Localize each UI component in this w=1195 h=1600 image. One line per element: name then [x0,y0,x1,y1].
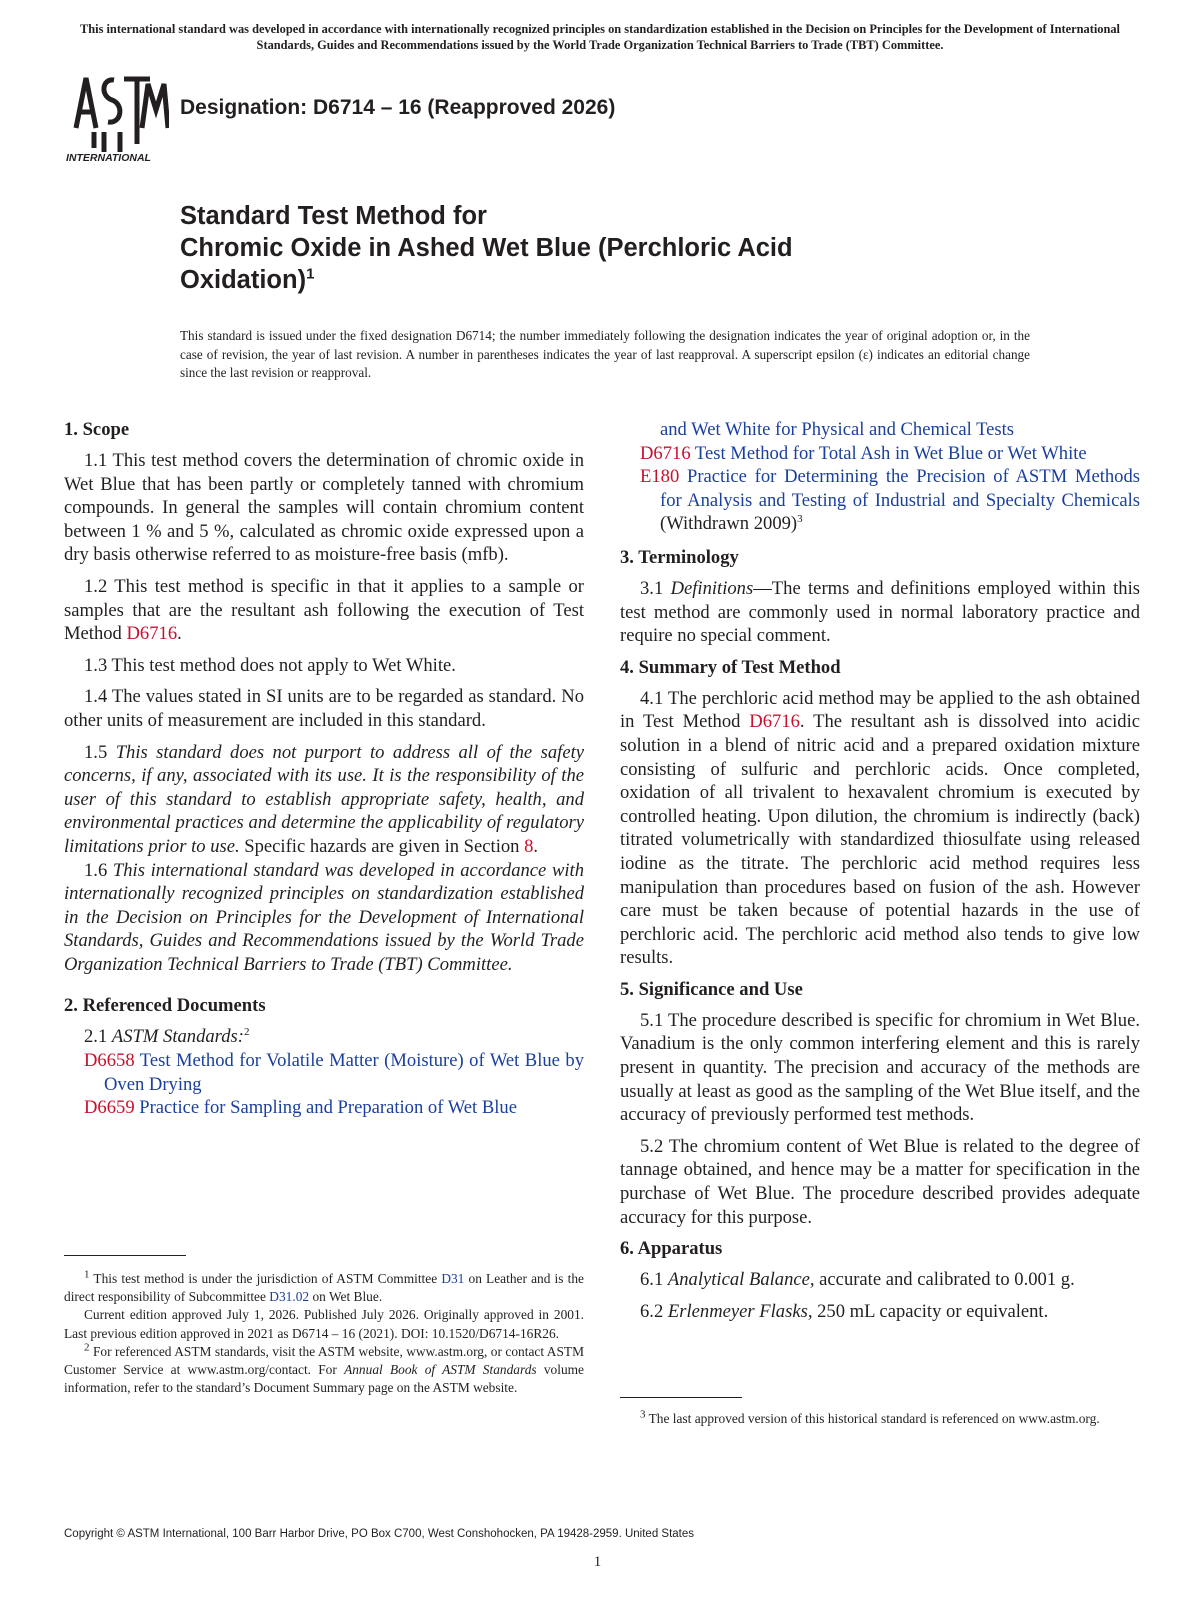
footnote-2: $^2$ For referenced ASTM standards, visit the ASTM website, www.astm.org, or contact ASTM Customer Service at www.astm.org/contact. For Annual Book of ASTM Standards volume information, refer to the standard’s Document Summary page on the ASTM website. [64,1341,584,1396]
link-section-8[interactable]: 8 [524,835,534,857]
title-line-3: Oxidation) [180,266,307,294]
reference-e180[interactable]: E180 Practice for Determining the Precision of ASTM Methods for Analysis and Testing of Industrial and Specialty Chemicals (Withdrawn 2009)$^3$ [640,466,1140,535]
reference-d6659[interactable]: D6659 Practice for Sampling and Preparation of Wet Blue [84,1097,517,1119]
link-d31-02[interactable]: D31.02 [269,1289,310,1305]
title-footnote-mark: 1 [306,265,315,283]
footnote-1-edition: Current edition approved July 1, 2026. Published July 2026. Originally approved in 2001. Last previous edition approved in 2021 as D6714 – 16 (2021). DOI: 10.1520/D6714-16R26. [64,1307,584,1341]
para-6-1: 6.1 Analytical Balance, accurate and calibrated to 0.001 g. [640,1269,1075,1291]
section-2-heading: 2. Referenced Documents [64,995,266,1017]
designation: Designation: D6714 – 16 (Reapproved 2026) [180,96,616,119]
reference-d6716[interactable]: D6716 Test Method for Total Ash in Wet Blue or Wet White [640,442,1087,464]
copyright-line: Copyright © ASTM International, 100 Barr Harbor Drive, PO Box C700, West Conshohocken, PA 19428-2959. United States [64,1528,695,1540]
astm-logo [64,70,169,165]
para-4-1: 4.1 The perchloric acid method may be applied to the ash obtained in Test Method D6716. The resultant ash is dissolved into acidic solution in a blend of nitric acid and a prepared oxidation mixture consisting of sulfuric and perchloric acids. Once completed, oxidation of all trivalent to hexavalent chromium is executed by controlled heating. Upon dilution, the chromium is indirectly (back) titrated volumetrically with standardized thiosulfate using released iodine as the titrate. The perchloric acid method requires less manipulation than procedures based on fusion of the ash. However care must be taken because of potential hazards in the use of perchloric acid. The perchloric acid method also tends to give low results. [620,687,1140,969]
title-line-2: Chromic Oxide in Ashed Wet Blue (Perchloric Acid [180,234,793,262]
section-3-heading: 3. Terminology [620,546,739,568]
footnote-rule-right [620,1397,742,1398]
para-1-1: 1.1 This test method covers the determination of chromic oxide in Wet Blue that has been partly or completely tanned with chromium compounds. In general the samples will contain chromium content between 1 % and 5 %, calculated as chromic oxide expressed upon a dry basis otherwise referred to as moisture-free basis (mfb). [64,450,584,566]
logo-subtext: INTERNATIONAL [66,152,151,164]
section-5-heading: 5. Significance and Use [620,978,803,1000]
footnotes-left [64,1270,584,1397]
para-1-2: 1.2 This test method is specific in that it applies to a sample or samples that are the resultant ash following the execution of Test Method D6716. [64,575,584,645]
para-1-4: 1.4 The values stated in SI units are to be regarded as standard. No other units of measurement are included in this standard. [64,686,584,731]
issue-note: This standard is issued under the fixed designation D6714; the number immediately following the designation indicates the year of original adoption or, in the case of revision, the year of last revision. A number in parentheses indicates the year of last reapproval. A superscript epsilon (ε) indicates an editorial change since the last revision or reapproval. [180,328,1030,380]
footnote-1: $^1$ This test method is under the jurisdiction of ASTM Committee D31 on Leather and is the direct responsibility of Subcommittee D31.02 on Wet Blue. [64,1268,584,1305]
para-6-2: 6.2 Erlenmeyer Flasks, 250 mL capacity or equivalent. [640,1300,1049,1322]
section-4-heading: 4. Summary of Test Method [620,656,841,678]
link-d31[interactable]: D31 [441,1271,465,1286]
footnote-3: $^3$ The last approved version of this historical standard is referenced on www.astm.org. [640,1408,1100,1426]
para-2-1: 2.1 ASTM Standards:$^2$ [84,1026,250,1048]
footnote-rule-left [64,1255,186,1256]
title-line-1: Standard Test Method for [180,202,487,230]
link-d6716-summary[interactable]: D6716 [749,711,800,733]
para-5-2: 5.2 The chromium content of Wet Blue is related to the degree of tannage obtained, and hence may be a matter for specification in the purchase of Wet Blue. The procedure described provides adequate accuracy for this purpose. [620,1135,1140,1228]
page-number: 1 [593,1554,602,1570]
para-1-3: 1.3 This test method does not apply to Wet White. [84,654,456,676]
section-1-heading: 1. Scope [64,419,130,440]
left-column [64,418,584,1120]
document-title [180,200,940,296]
link-d6716[interactable]: D6716 [126,623,178,645]
section-6-heading: 6. Apparatus [620,1238,723,1260]
para-5-1: 5.1 The procedure described is specific for chromium in Wet Blue. Vanadium is the only common interfering element and this is rarely present in quantity. The precision and accuracy of the methods are usually at least as good as the sampling of the Wet Blue itself, and the accuracy of previously performed test methods. [620,1009,1140,1126]
right-column [620,418,1140,1331]
footnotes-right [620,1410,1140,1428]
para-1-6: 1.6 This international standard was developed in accordance with internationally recognized principles on standardization established in the Decision on Principles for the Development of International Standards, Guides and Recommendations issued by the World Trade Organization Technical Barriers to Trade (TBT) Committee. [64,859,585,975]
reference-d6659-continued[interactable]: and Wet White for Physical and Chemical Tests [660,419,1015,440]
para-3-1: 3.1 Definitions—The terms and definitions employed within this test method are commonly used in normal laboratory practice and require no special comment. [620,577,1140,647]
reference-d6658[interactable]: D6658 Test Method for Volatile Matter (Moisture) of Wet Blue by Oven Drying [84,1050,584,1095]
top-notice: This international standard was developed in accordance with internationally recognized principles on standardization established in the Decision on Principles for the Development of International Standards, Guides and Recommendations issued by the World Trade Organization Technical Barriers to Trade (TBT) Committee. [79,22,1121,52]
para-1-5: 1.5 This standard does not purport to address all of the safety concerns, if any, associated with its use. It is the responsibility of the user of this standard to establish appropriate safety, health, and environmental practices and determine the applicability of regulatory limitations prior to use. Specific hazards are given in Section 8. [64,741,584,857]
